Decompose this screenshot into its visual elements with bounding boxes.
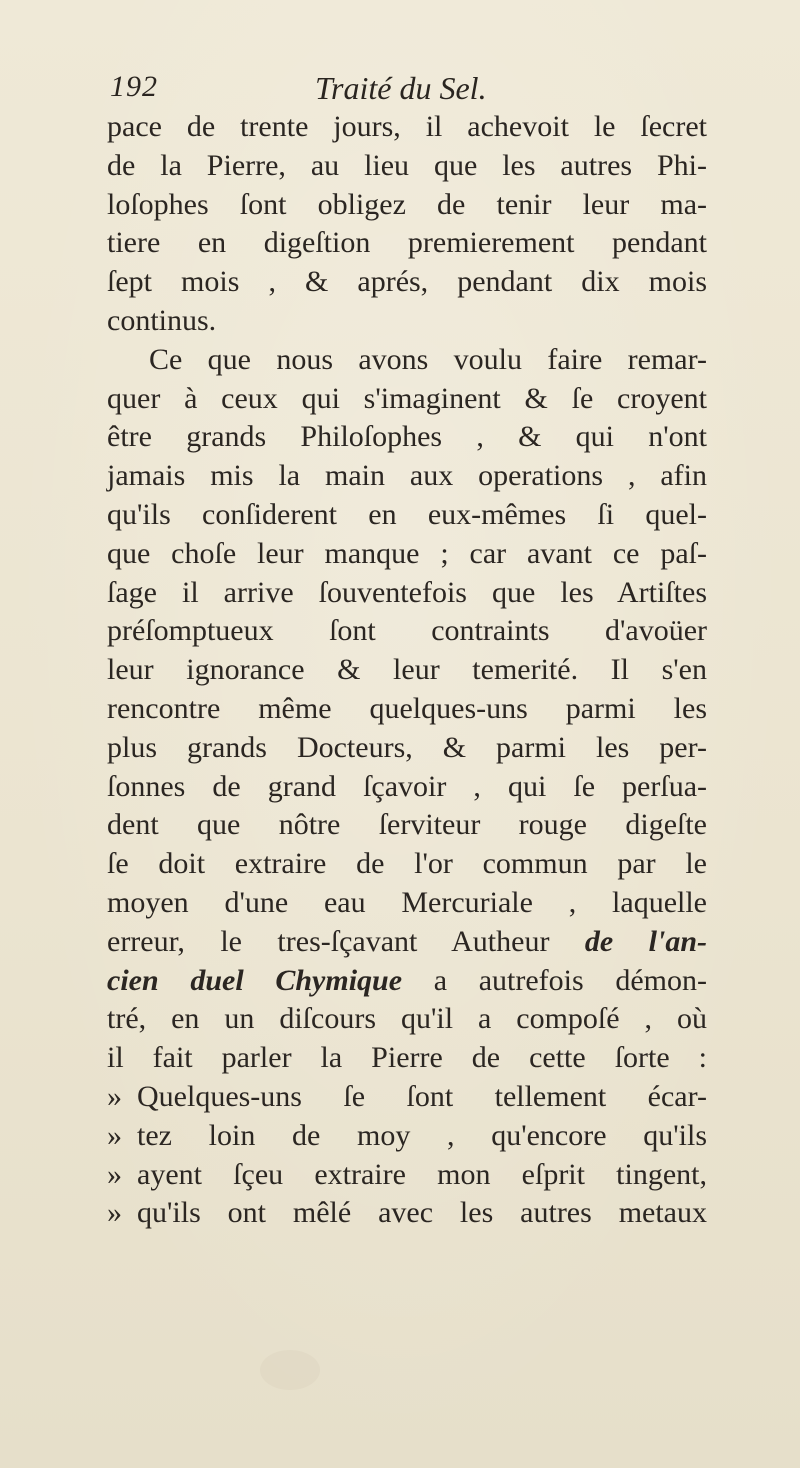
text-line: ſe doit extraire de l'or commun par le (107, 847, 707, 881)
text-line: il fait parler la Pierre de cette ſorte : (107, 1041, 707, 1075)
quoted-line (107, 1194, 707, 1233)
quoted-line (107, 1117, 707, 1156)
text-line: rencontre même quelques-uns parmi les (107, 691, 707, 725)
text-line: leur ignorance & leur temerité. Il s'en (107, 653, 707, 687)
text-line: moyen d'une eau Mercuriale , laquelle (107, 885, 707, 919)
text-line: Ce que nous avons voulu faire remar- (149, 342, 707, 376)
text-line-with-italic (107, 923, 707, 962)
text-line: plus grands Docteurs, & parmi les per- (107, 730, 707, 764)
text-line: quer à ceux qui s'imaginent & ſe croyent (107, 381, 707, 415)
text-segment: Quelques-uns ſe ſont tellement écar- (137, 1079, 707, 1113)
quote-mark: » (107, 1079, 122, 1113)
text-line: être grands Philoſophes , & qui n'ont (107, 420, 707, 454)
text-line: de la Pierre, au lieu que les autres Phi- (107, 148, 707, 182)
text-segment: tez loin de moy , qu'encore qu'ils (137, 1118, 707, 1152)
body-text (107, 108, 707, 1233)
text-line: ſage il arrive ſouventefois que les Artiſtes (107, 575, 707, 609)
text-line: pace de trente jours, il achevoit le ſecret (107, 110, 707, 143)
page-number: 192 (110, 70, 158, 103)
quote-mark: » (107, 1196, 122, 1230)
text-line: dent que nôtre ſerviteur rouge digeſte (107, 808, 707, 842)
quoted-line (107, 1156, 707, 1195)
quote-mark: » (107, 1157, 122, 1191)
text-line: ſept mois , & aprés, pendant dix mois (107, 265, 707, 299)
running-title: Traité du Sel. (315, 70, 487, 106)
text-line: que choſe leur manque ; car avant ce paſ- (107, 536, 707, 570)
italic-title-fragment: cien duel Chymique (107, 963, 403, 997)
text-line: ſonnes de grand ſçavoir , qui ſe perſua- (107, 769, 707, 803)
text-segment: qu'ils ont mêlé avec les autres metaux (137, 1196, 707, 1230)
quote-mark: » (107, 1118, 122, 1152)
text-line: préſomptueux ſont contraints d'avoüer (107, 614, 707, 648)
text-line: continus. (107, 303, 217, 337)
text-line: tré, en un diſcours qu'il a compoſé , où (107, 1002, 707, 1036)
text-segment: erreur, le tres-ſçavant Autheur (107, 924, 550, 958)
text-line: loſophes ſont obligez de tenir leur ma- (107, 187, 707, 221)
italic-title-fragment: de l'an- (584, 924, 708, 958)
text-segment: a autrefois démon- (433, 963, 707, 997)
text-line: jamais mis la main aux operations , afin (107, 459, 707, 493)
text-segment: ayent ſçeu extraire mon eſprit tingent, (137, 1157, 707, 1191)
paper-stain (260, 1350, 320, 1390)
text-line: qu'ils conſiderent en eux-mêmes ſi quel- (107, 497, 707, 531)
quoted-line (107, 1078, 707, 1117)
text-line-with-italic (107, 962, 707, 1001)
text-line: tiere en digeſtion premierement pendant (107, 226, 707, 260)
